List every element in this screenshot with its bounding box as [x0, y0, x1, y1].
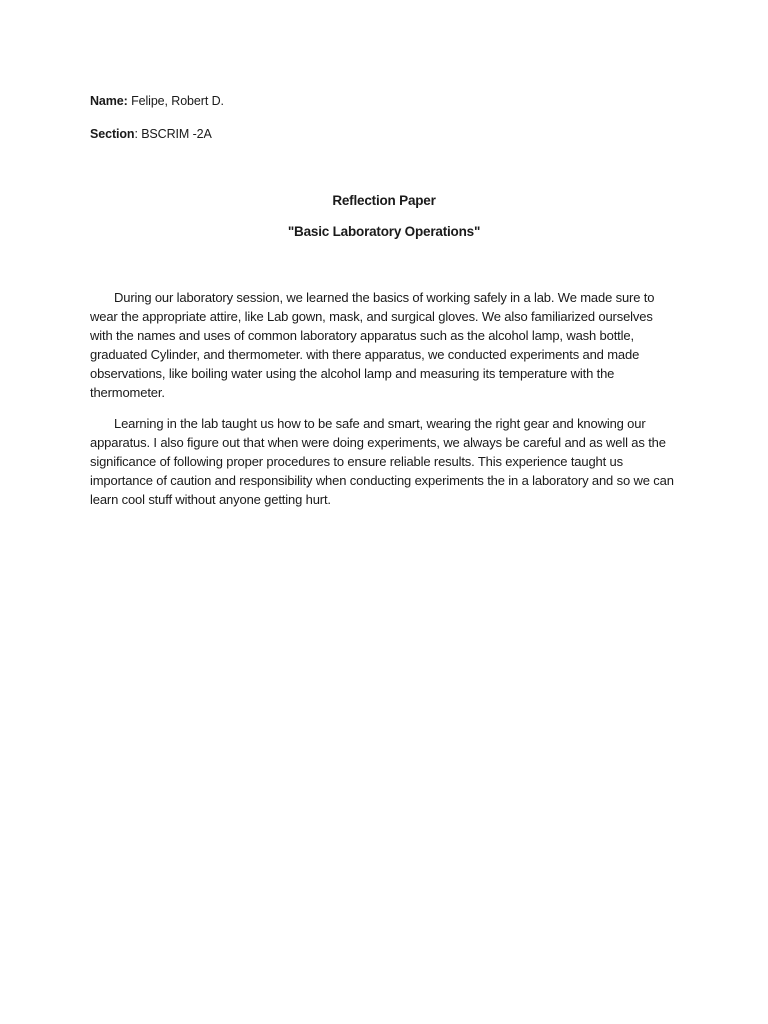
document-title: Reflection Paper: [332, 193, 436, 208]
paragraph-2: Learning in the lab taught us how to be safe and smart, wearing the right gear and knowing our apparatus. I also figure out that when were doing experiments, we always be careful and as well as the significance of following proper procedures to ensure reliable results. This experience taught us importance of caution and responsibility when conducting experiments the in a laboratory and so we can learn cool stuff without anyone getting hurt.: [90, 416, 674, 507]
section-field: [90, 126, 678, 143]
document-subtitle: "Basic Laboratory Operations": [287, 224, 481, 239]
name-field: [90, 93, 678, 110]
section-label: Section: [90, 127, 135, 141]
section-value: : BSCRIM -2A: [134, 127, 212, 141]
name-label: Name:: [90, 94, 128, 108]
document-content: [90, 93, 678, 509]
document-body: [90, 288, 678, 509]
paragraph-1: During our laboratory session, we learned the basics of working safely in a lab. We made sure to wear the appropriate attire, like Lab gown, mask, and surgical gloves. We also familiarized ourselves with the names and uses of common laboratory apparatus such as the alcohol lamp, wash bottle, graduated Cylinder, and thermometer. with there apparatus, we conducted experiments and made observations, like boiling water using the alcohol lamp and measuring its temperature with the thermometer.: [90, 290, 655, 400]
title-block: [90, 192, 678, 241]
name-value: Felipe, Robert D.: [127, 94, 224, 108]
